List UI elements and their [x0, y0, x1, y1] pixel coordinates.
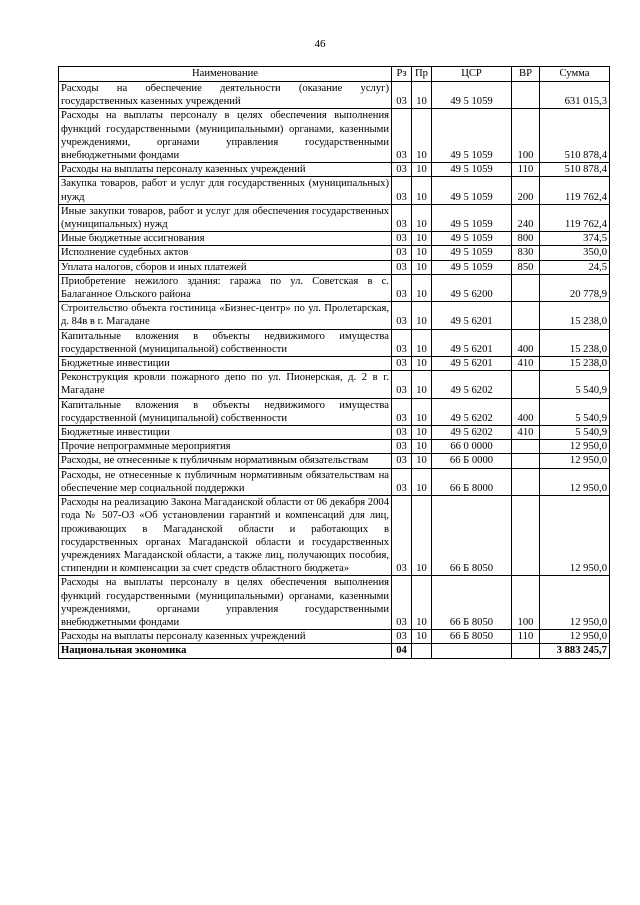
table-row	[59, 468, 610, 495]
cell-pr: 10	[412, 468, 432, 495]
cell-name: Исполнение судебных актов	[59, 246, 392, 260]
cell-pr: 10	[412, 371, 432, 398]
cell-csr: 66 Б 8050	[432, 576, 512, 630]
table-row	[59, 109, 610, 163]
cell-pr: 10	[412, 426, 432, 440]
cell-csr: 49 5 1059	[432, 82, 512, 109]
cell-sum: 12 950,0	[540, 440, 610, 454]
cell-vr	[512, 496, 540, 576]
header-pr: Пр	[412, 67, 432, 82]
cell-csr: 66 Б 8000	[432, 468, 512, 495]
cell-vr: 800	[512, 232, 540, 246]
cell-csr: 49 5 6200	[432, 274, 512, 301]
table-row	[59, 357, 610, 371]
cell-pr: 10	[412, 274, 432, 301]
cell-pr: 10	[412, 357, 432, 371]
cell-name: Расходы, не отнесенные к публичным нормативным обязательствам	[59, 454, 392, 468]
table-row	[59, 260, 610, 274]
cell-csr: 49 5 1059	[432, 177, 512, 204]
cell-pr: 10	[412, 398, 432, 425]
cell-rz: 03	[392, 576, 412, 630]
cell-pr: 10	[412, 163, 432, 177]
cell-sum: 510 878,4	[540, 163, 610, 177]
cell-sum: 3 883 245,7	[540, 644, 610, 658]
cell-name: Прочие непрограммные мероприятия	[59, 440, 392, 454]
cell-vr: 100	[512, 576, 540, 630]
cell-csr: 49 5 6201	[432, 357, 512, 371]
cell-pr: 10	[412, 329, 432, 356]
cell-sum: 12 950,0	[540, 454, 610, 468]
cell-sum: 24,5	[540, 260, 610, 274]
cell-pr: 10	[412, 82, 432, 109]
cell-name: Расходы на реализацию Закона Магаданской области от 06 декабря 2004 года № 507-ОЗ «Об установлении гарантий и компенсаций для лиц, проживающих в Магаданской области и работающих в государственных органах Магаданской области и государственных учреждениях Магаданской области, а также лиц, получающих пособия, стипендии и компенсации за счет средств областного бюджета»	[59, 496, 392, 576]
cell-name: Строительство объекта гостиница «Бизнес-центр» по ул. Пролетарская, д. 84в в г. Магадане	[59, 302, 392, 329]
cell-pr: 10	[412, 440, 432, 454]
cell-rz: 03	[392, 398, 412, 425]
cell-rz: 03	[392, 204, 412, 231]
cell-vr: 830	[512, 246, 540, 260]
table-row	[59, 576, 610, 630]
cell-sum: 12 950,0	[540, 576, 610, 630]
cell-pr: 10	[412, 454, 432, 468]
cell-rz: 03	[392, 454, 412, 468]
cell-vr: 110	[512, 163, 540, 177]
cell-vr	[512, 454, 540, 468]
cell-vr: 240	[512, 204, 540, 231]
table-header-row	[59, 67, 610, 82]
cell-rz: 03	[392, 274, 412, 301]
cell-pr: 10	[412, 232, 432, 246]
cell-csr: 49 5 1059	[432, 260, 512, 274]
cell-rz: 03	[392, 371, 412, 398]
table-row	[59, 204, 610, 231]
cell-csr: 49 5 1059	[432, 109, 512, 163]
cell-rz: 03	[392, 426, 412, 440]
cell-name: Расходы, не отнесенные к публичным нормативным обязательствам на обеспечение мер социальной поддержки	[59, 468, 392, 495]
table-row	[59, 440, 610, 454]
cell-csr: 49 5 6202	[432, 398, 512, 425]
cell-rz: 03	[392, 468, 412, 495]
cell-rz: 03	[392, 232, 412, 246]
cell-csr: 49 5 1059	[432, 163, 512, 177]
cell-name: Бюджетные инвестиции	[59, 426, 392, 440]
cell-vr	[512, 644, 540, 658]
cell-csr: 49 5 1059	[432, 246, 512, 260]
cell-name: Расходы на выплаты персоналу в целях обеспечения выполнения функций государственными (муниципальными) органами, казенными учреждениями, органами управления государственными внебюджетными фондами	[59, 109, 392, 163]
cell-sum: 15 238,0	[540, 357, 610, 371]
table-row	[59, 371, 610, 398]
cell-sum: 119 762,4	[540, 177, 610, 204]
cell-rz: 03	[392, 302, 412, 329]
cell-pr: 10	[412, 204, 432, 231]
cell-vr	[512, 82, 540, 109]
header-sum: Сумма	[540, 67, 610, 82]
cell-csr: 49 5 6202	[432, 371, 512, 398]
cell-sum: 374,5	[540, 232, 610, 246]
cell-name: Капитальные вложения в объекты недвижимого имущества государственной (муниципальной) собственности	[59, 329, 392, 356]
table-row	[59, 644, 610, 658]
cell-csr: 66 Б 8050	[432, 630, 512, 644]
table-row	[59, 274, 610, 301]
cell-rz: 03	[392, 630, 412, 644]
cell-csr: 49 5 6201	[432, 302, 512, 329]
cell-pr: 10	[412, 177, 432, 204]
table-row	[59, 82, 610, 109]
cell-vr: 850	[512, 260, 540, 274]
cell-name: Закупка товаров, работ и услуг для государственных (муниципальных) нужд	[59, 177, 392, 204]
cell-name: Реконструкция кровли пожарного депо по ул. Пионерская, д. 2 в г. Магадане	[59, 371, 392, 398]
cell-sum: 119 762,4	[540, 204, 610, 231]
table-row	[59, 630, 610, 644]
cell-rz: 03	[392, 163, 412, 177]
cell-rz: 03	[392, 260, 412, 274]
table-row	[59, 302, 610, 329]
cell-rz: 03	[392, 440, 412, 454]
cell-pr	[412, 644, 432, 658]
table-row	[59, 426, 610, 440]
cell-rz: 03	[392, 496, 412, 576]
cell-rz: 03	[392, 246, 412, 260]
header-rz: Рз	[392, 67, 412, 82]
cell-sum: 15 238,0	[540, 329, 610, 356]
cell-pr: 10	[412, 576, 432, 630]
table-row	[59, 398, 610, 425]
cell-name: Уплата налогов, сборов и иных платежей	[59, 260, 392, 274]
cell-name: Приобретение нежилого здания: гаража по ул. Советская в с. Балаганное Ольского района	[59, 274, 392, 301]
header-vr: ВР	[512, 67, 540, 82]
cell-vr	[512, 371, 540, 398]
cell-name: Расходы на выплаты персоналу в целях обеспечения выполнения функций государственными (муниципальными) органами, казенными учреждениями, органами управления государственными внебюджетными фондами	[59, 576, 392, 630]
cell-vr	[512, 440, 540, 454]
table-row	[59, 454, 610, 468]
cell-vr	[512, 274, 540, 301]
cell-sum: 12 950,0	[540, 496, 610, 576]
cell-vr: 410	[512, 426, 540, 440]
cell-rz: 03	[392, 109, 412, 163]
cell-sum: 5 540,9	[540, 371, 610, 398]
cell-sum: 350,0	[540, 246, 610, 260]
cell-name: Расходы на обеспечение деятельности (оказание услуг) государственных казенных учреждений	[59, 82, 392, 109]
cell-name: Расходы на выплаты персоналу казенных учреждений	[59, 163, 392, 177]
cell-name: Бюджетные инвестиции	[59, 357, 392, 371]
cell-name: Капитальные вложения в объекты недвижимого имущества государственной (муниципальной) собственности	[59, 398, 392, 425]
cell-csr: 66 Б 8050	[432, 496, 512, 576]
cell-sum: 15 238,0	[540, 302, 610, 329]
cell-name: Расходы на выплаты персоналу казенных учреждений	[59, 630, 392, 644]
cell-vr: 110	[512, 630, 540, 644]
cell-vr: 200	[512, 177, 540, 204]
cell-rz: 03	[392, 177, 412, 204]
budget-table	[58, 66, 610, 659]
cell-pr: 10	[412, 302, 432, 329]
cell-pr: 10	[412, 630, 432, 644]
cell-sum: 12 950,0	[540, 468, 610, 495]
cell-pr: 10	[412, 260, 432, 274]
cell-rz: 03	[392, 357, 412, 371]
page-number: 46	[314, 38, 326, 50]
table-row	[59, 177, 610, 204]
cell-pr: 10	[412, 496, 432, 576]
cell-csr: 49 5 1059	[432, 204, 512, 231]
cell-vr	[512, 302, 540, 329]
cell-vr: 400	[512, 329, 540, 356]
cell-csr: 66 0 0000	[432, 440, 512, 454]
header-name: Наименование	[59, 67, 392, 82]
cell-name: Национальная экономика	[59, 644, 392, 658]
cell-csr: 49 5 1059	[432, 232, 512, 246]
cell-sum: 510 878,4	[540, 109, 610, 163]
header-csr: ЦСР	[432, 67, 512, 82]
table-body	[59, 82, 610, 659]
cell-vr	[512, 468, 540, 495]
cell-rz: 03	[392, 82, 412, 109]
cell-vr: 410	[512, 357, 540, 371]
cell-csr: 66 Б 0000	[432, 454, 512, 468]
table-row	[59, 163, 610, 177]
cell-vr: 400	[512, 398, 540, 425]
cell-rz: 04	[392, 644, 412, 658]
table-row	[59, 232, 610, 246]
cell-vr: 100	[512, 109, 540, 163]
table-row	[59, 246, 610, 260]
cell-rz: 03	[392, 329, 412, 356]
cell-pr: 10	[412, 246, 432, 260]
cell-csr: 49 5 6202	[432, 426, 512, 440]
cell-csr: 49 5 6201	[432, 329, 512, 356]
cell-pr: 10	[412, 109, 432, 163]
cell-sum: 12 950,0	[540, 630, 610, 644]
table-row	[59, 496, 610, 576]
cell-name: Иные закупки товаров, работ и услуг для обеспечения государственных (муниципальных) нужд	[59, 204, 392, 231]
cell-sum: 631 015,3	[540, 82, 610, 109]
cell-sum: 20 778,9	[540, 274, 610, 301]
cell-sum: 5 540,9	[540, 398, 610, 425]
cell-name: Иные бюджетные ассигнования	[59, 232, 392, 246]
cell-sum: 5 540,9	[540, 426, 610, 440]
table-row	[59, 329, 610, 356]
cell-csr	[432, 644, 512, 658]
